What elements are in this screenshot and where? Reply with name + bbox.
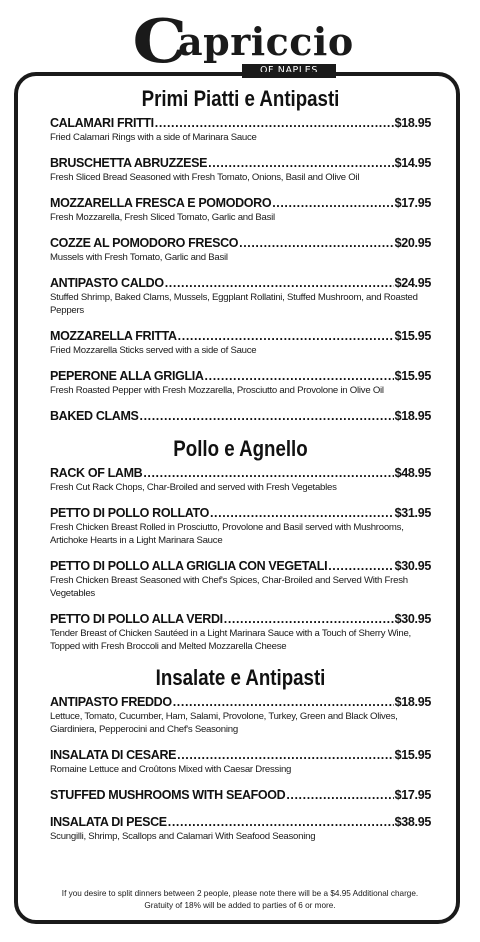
menu-item-line xyxy=(50,815,431,830)
menu-item-price: $18.95 xyxy=(394,409,431,423)
menu-item-line xyxy=(50,559,431,574)
menu-item-line xyxy=(50,748,431,763)
dot-leader xyxy=(210,506,394,521)
menu-item-description: Fresh Chicken Breast Seasoned with Chef's Spices, Char-Broiled and Served With Fresh Vegetables xyxy=(50,575,408,599)
dot-leader xyxy=(286,788,393,803)
dot-leader xyxy=(140,409,394,424)
menu-item xyxy=(50,506,431,547)
menu-item-description: Fresh Mozzarella, Fresh Sliced Tomato, Garlic and Basil xyxy=(50,212,275,223)
menu-item xyxy=(50,369,431,397)
menu-item-description: Fresh Roasted Pepper with Fresh Mozzarella, Prosciutto and Provolone in Olive Oil xyxy=(50,385,384,396)
menu-item-price: $15.95 xyxy=(394,748,431,762)
menu-section xyxy=(50,436,431,653)
menu-item-price: $48.95 xyxy=(394,466,431,480)
dot-leader xyxy=(208,156,393,171)
menu-item-name: ANTIPASTO FREDDO xyxy=(50,695,172,709)
menu-item xyxy=(50,196,431,224)
menu-item xyxy=(50,612,431,653)
menu-item-line xyxy=(50,196,431,211)
menu-item-line xyxy=(50,409,431,424)
menu-item-price: $20.95 xyxy=(394,236,431,250)
menu-item-price: $24.95 xyxy=(394,276,431,290)
menu-item-name: STUFFED MUSHROOMS WITH SEAFOOD xyxy=(50,788,286,802)
menu-item-description: Fried Calamari Rings with a side of Marinara Sauce xyxy=(50,132,257,143)
menu-item-line xyxy=(50,695,431,710)
menu-item-price: $14.95 xyxy=(394,156,431,170)
restaurant-logo xyxy=(0,8,480,78)
menu-item xyxy=(50,815,431,843)
menu-item-price: $17.95 xyxy=(394,196,431,210)
dot-leader xyxy=(143,466,393,481)
logo-initial: C xyxy=(132,7,188,77)
dot-leader xyxy=(178,329,394,344)
menu-item-name: MOZZARELLA FRITTA xyxy=(50,329,177,343)
menu-item xyxy=(50,236,431,264)
dot-leader xyxy=(173,695,394,710)
dot-leader xyxy=(272,196,393,211)
menu-item-line xyxy=(50,788,431,803)
menu-item-line xyxy=(50,236,431,251)
footer-gratuity: Gratuity of 18% will be added to parties of 6 or more. xyxy=(144,901,336,910)
menu-item-price: $18.95 xyxy=(394,695,431,709)
footer-split-charge: If you desire to split dinners between 2 people, please note there will be a $4.95 Additional charge. xyxy=(61,889,419,898)
menu-item xyxy=(50,466,431,494)
menu-item-name: RACK OF LAMB xyxy=(50,466,143,480)
menu-item-name: CALAMARI FRITTI xyxy=(50,116,154,130)
menu-item-description: Tender Breast of Chicken Sautéed in a Light Marinara Sauce with a Touch of Sherry Wine, Topped with Fresh Broccoli and Melted Mozzarella Cheese xyxy=(50,628,411,652)
dot-leader xyxy=(205,369,394,384)
menu-item xyxy=(50,559,431,600)
dot-leader xyxy=(328,559,393,574)
section-title: Primi Piatti e Antipasti xyxy=(141,86,340,111)
menu-section xyxy=(50,665,431,843)
footer-note xyxy=(40,888,440,912)
menu-item-price: $18.95 xyxy=(394,116,431,130)
menu-item xyxy=(50,276,431,317)
menu-item-line xyxy=(50,369,431,384)
menu-item-price: $30.95 xyxy=(394,559,431,573)
menu-item-line xyxy=(50,116,431,131)
menu-item-description: Lettuce, Tomato, Cucumber, Ham, Salami, Provolone, Turkey, Green and Black Olives, Giardiniera, Pepperocini and Chef's Seasoning xyxy=(50,711,398,735)
dot-leader xyxy=(168,815,394,830)
menu-item-name: MOZZARELLA FRESCA E POMODORO xyxy=(50,196,272,210)
menu-item-description: Fried Mozzarella Sticks served with a side of Sauce xyxy=(50,345,257,356)
menu-item-description: Romaine Lettuce and Croûtons Mixed with Caesar Dressing xyxy=(50,764,292,775)
menu-item-description: Fresh Cut Rack Chops, Char-Broiled and served with Fresh Vegetables xyxy=(50,482,337,493)
menu-item-name: INSALATA DI CESARE xyxy=(50,748,177,762)
menu-item-price: $15.95 xyxy=(394,329,431,343)
menu-item-line xyxy=(50,329,431,344)
menu-item-name: PETTO DI POLLO ROLLATO xyxy=(50,506,209,520)
menu-item-line xyxy=(50,156,431,171)
dot-leader xyxy=(155,116,394,131)
menu-item-line xyxy=(50,506,431,521)
menu-item xyxy=(50,788,431,803)
menu-item xyxy=(50,116,431,144)
menu-item-line xyxy=(50,466,431,481)
menu-item-price: $31.95 xyxy=(394,506,431,520)
menu-content xyxy=(50,86,431,855)
menu-item xyxy=(50,329,431,357)
menu-item-price: $30.95 xyxy=(394,612,431,626)
menu-item-line xyxy=(50,612,431,627)
menu-item-name: PETTO DI POLLO ALLA GRIGLIA CON VEGETALI xyxy=(50,559,328,573)
menu-item-name: PEPERONE ALLA GRIGLIA xyxy=(50,369,204,383)
menu-item-name: PETTO DI POLLO ALLA VERDI xyxy=(50,612,223,626)
menu-item-description: Fresh Chicken Breast Rolled in Prosciutto, Provolone and Basil served with Mushrooms, Artichoke Hearts in a Light Marinara Sauce xyxy=(50,522,404,546)
dot-leader xyxy=(239,236,393,251)
menu-item-price: $38.95 xyxy=(394,815,431,829)
menu-section xyxy=(50,86,431,424)
menu-item-name: BAKED CLAMS xyxy=(50,409,139,423)
logo-name: apriccio xyxy=(178,19,354,64)
menu-item-name: BRUSCHETTA ABRUZZESE xyxy=(50,156,208,170)
menu-item-description: Fresh Sliced Bread Seasoned with Fresh Tomato, Onions, Basil and Olive Oil xyxy=(50,172,360,183)
menu-item-name: INSALATA DI PESCE xyxy=(50,815,167,829)
menu-item-line xyxy=(50,276,431,291)
menu-item-price: $17.95 xyxy=(394,788,431,802)
menu-item-description: Stuffed Shrimp, Baked Clams, Mussels, Eggplant Rollatini, Stuffed Mushroom, and Roasted Peppers xyxy=(50,292,418,316)
dot-leader xyxy=(177,748,393,763)
menu-item-description: Scungilli, Shrimp, Scallops and Calamari With Seafood Seasoning xyxy=(50,831,316,842)
dot-leader xyxy=(165,276,394,291)
menu-item-name: COZZE AL POMODORO FRESCO xyxy=(50,236,239,250)
dot-leader xyxy=(224,612,394,627)
menu-item-price: $15.95 xyxy=(394,369,431,383)
menu-item xyxy=(50,156,431,184)
logo-subtitle: OF NAPLES xyxy=(242,64,336,78)
menu-item xyxy=(50,695,431,736)
menu-item-name: ANTIPASTO CALDO xyxy=(50,276,164,290)
section-title: Insalate e Antipasti xyxy=(155,665,326,690)
menu-item xyxy=(50,748,431,776)
menu-item xyxy=(50,409,431,424)
menu-item-description: Mussels with Fresh Tomato, Garlic and Basil xyxy=(50,252,228,263)
section-title: Pollo e Agnello xyxy=(173,436,308,461)
